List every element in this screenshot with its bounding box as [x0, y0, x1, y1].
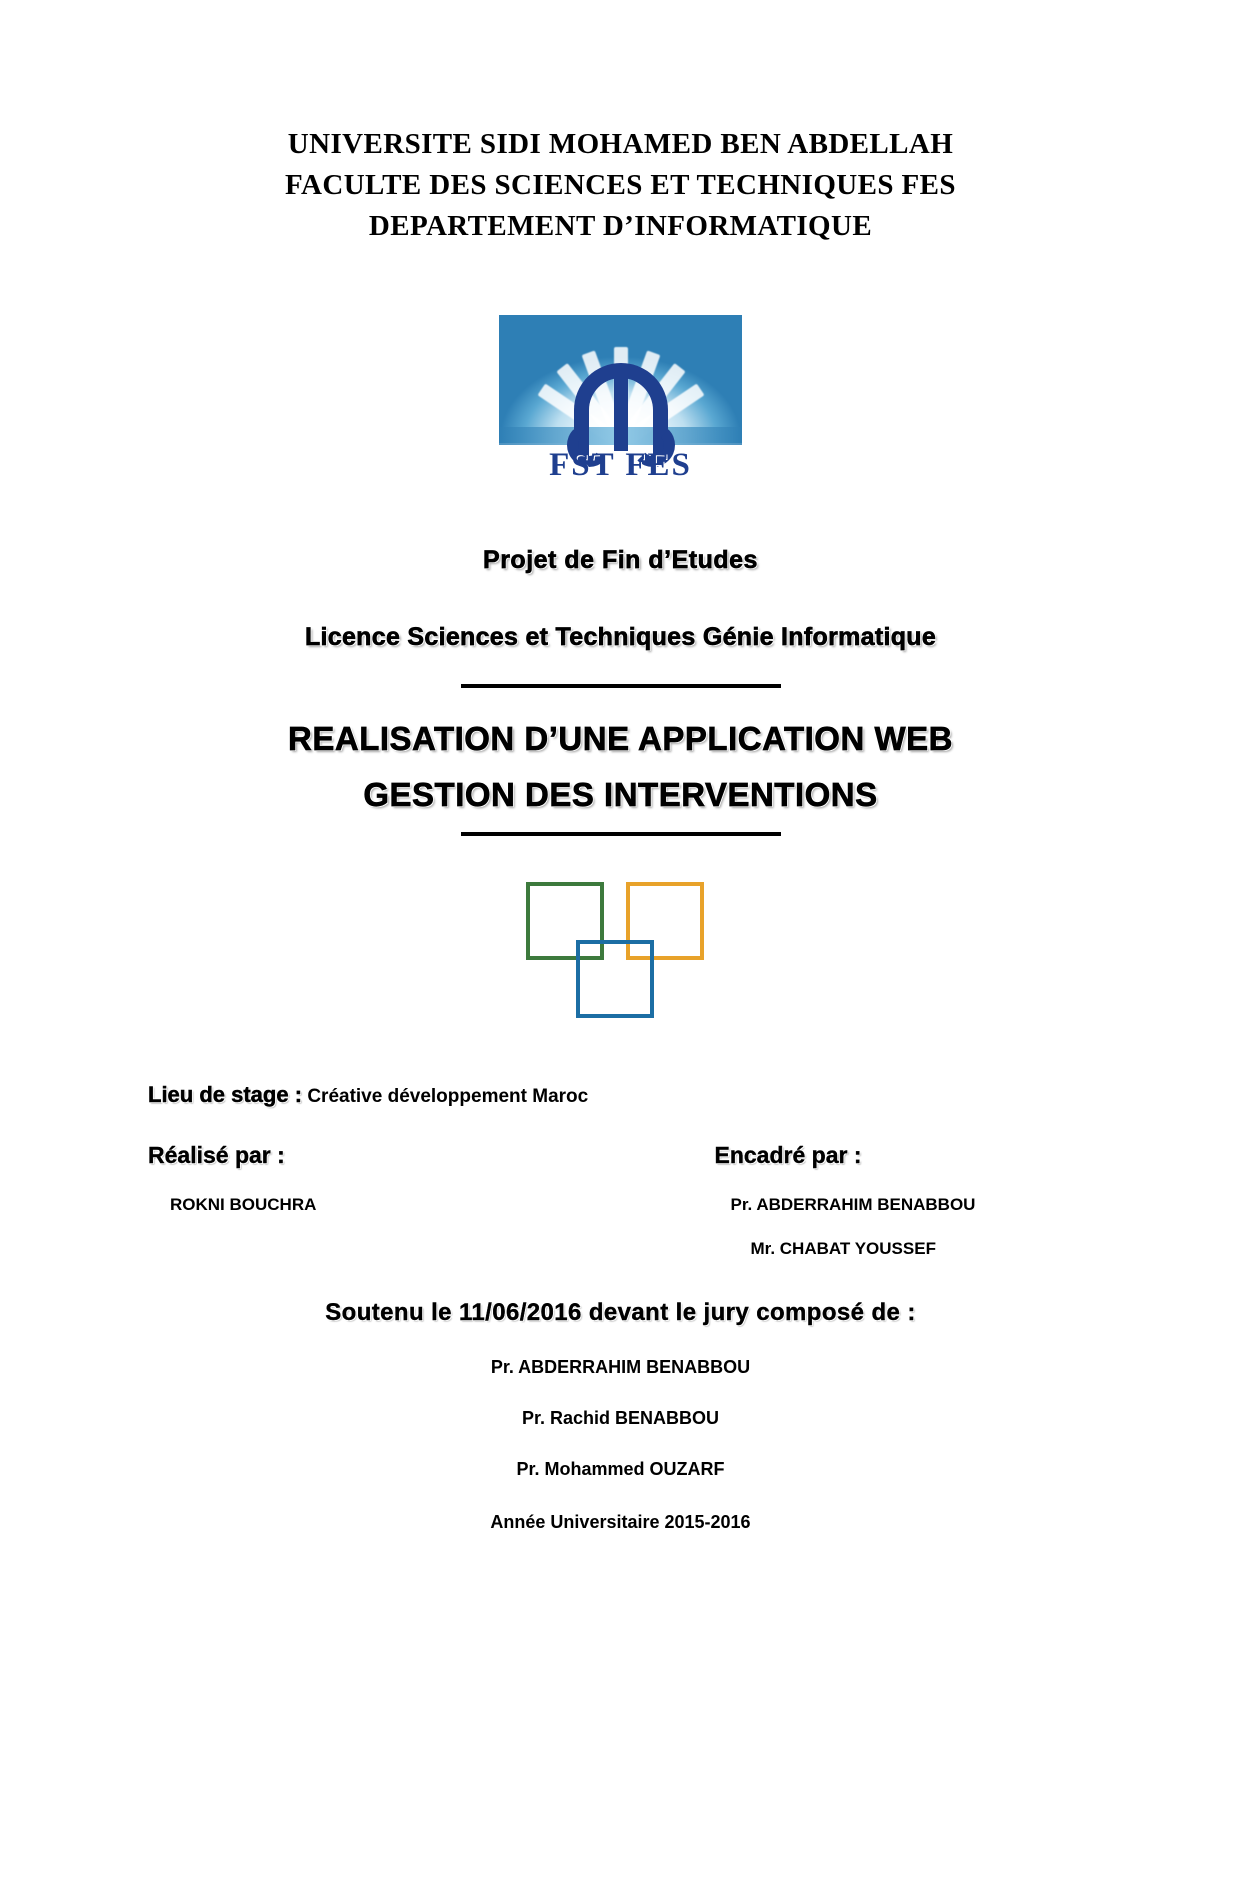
supervisor-name: Pr. ABDERRAHIM BENABBOU	[730, 1195, 976, 1214]
decorative-squares-figure	[526, 882, 716, 1042]
supervisors-heading: Encadré par :	[714, 1142, 862, 1168]
academic-year: Année Universitaire 2015-2016	[490, 1512, 751, 1532]
supervisors-column	[625, 1142, 1102, 1259]
divider-top	[461, 684, 781, 688]
jury-list	[0, 1357, 1241, 1480]
diploma-title: Licence Sciences et Techniques Génie Informatique	[304, 623, 937, 651]
jury-member: Pr. Mohammed OUZARF	[516, 1459, 725, 1479]
divider-bottom	[461, 832, 781, 836]
main-title-line-1: REALISATION D’UNE APPLICATION WEB	[288, 720, 953, 757]
blue-square-icon	[576, 940, 654, 1018]
logo-container	[0, 315, 1241, 492]
department-name: DEPARTEMENT D’INFORMATIQUE	[368, 210, 873, 242]
supervisor-name: Mr. CHABAT YOUSSEF	[750, 1239, 936, 1258]
jury-member: Pr. Rachid BENABBOU	[521, 1408, 720, 1428]
jury-member: Pr. ABDERRAHIM BENABBOU	[490, 1357, 751, 1377]
university-name: UNIVERSITE SIDI MOHAMED BEN ABDELLAH	[287, 128, 954, 160]
people-columns	[148, 1142, 1101, 1259]
internship-location-value: Créative développement Maroc	[307, 1086, 589, 1107]
author-name: ROKNI BOUCHRA	[170, 1195, 317, 1214]
faculty-name: FACULTE DES SCIENCES ET TECHNIQUES FES	[285, 169, 956, 201]
internship-location-label: Lieu de stage :	[148, 1082, 303, 1107]
cover-page	[0, 124, 1241, 1878]
project-type-title: Projet de Fin d’Etudes	[483, 546, 758, 574]
details-block	[0, 1082, 1241, 1259]
logo-stem-shape	[614, 377, 628, 451]
institution-header	[0, 124, 1241, 247]
authors-column	[148, 1142, 625, 1259]
fst-fes-logo-icon	[499, 315, 742, 492]
defense-statement: Soutenu le 11/06/2016 devant le jury composé de :	[325, 1299, 916, 1326]
logo-caption: FST FES	[549, 447, 692, 483]
main-title-line-2: GESTION DES INTERVENTIONS	[363, 776, 878, 813]
authors-heading: Réalisé par :	[148, 1142, 285, 1168]
internship-location-row	[148, 1082, 1101, 1108]
